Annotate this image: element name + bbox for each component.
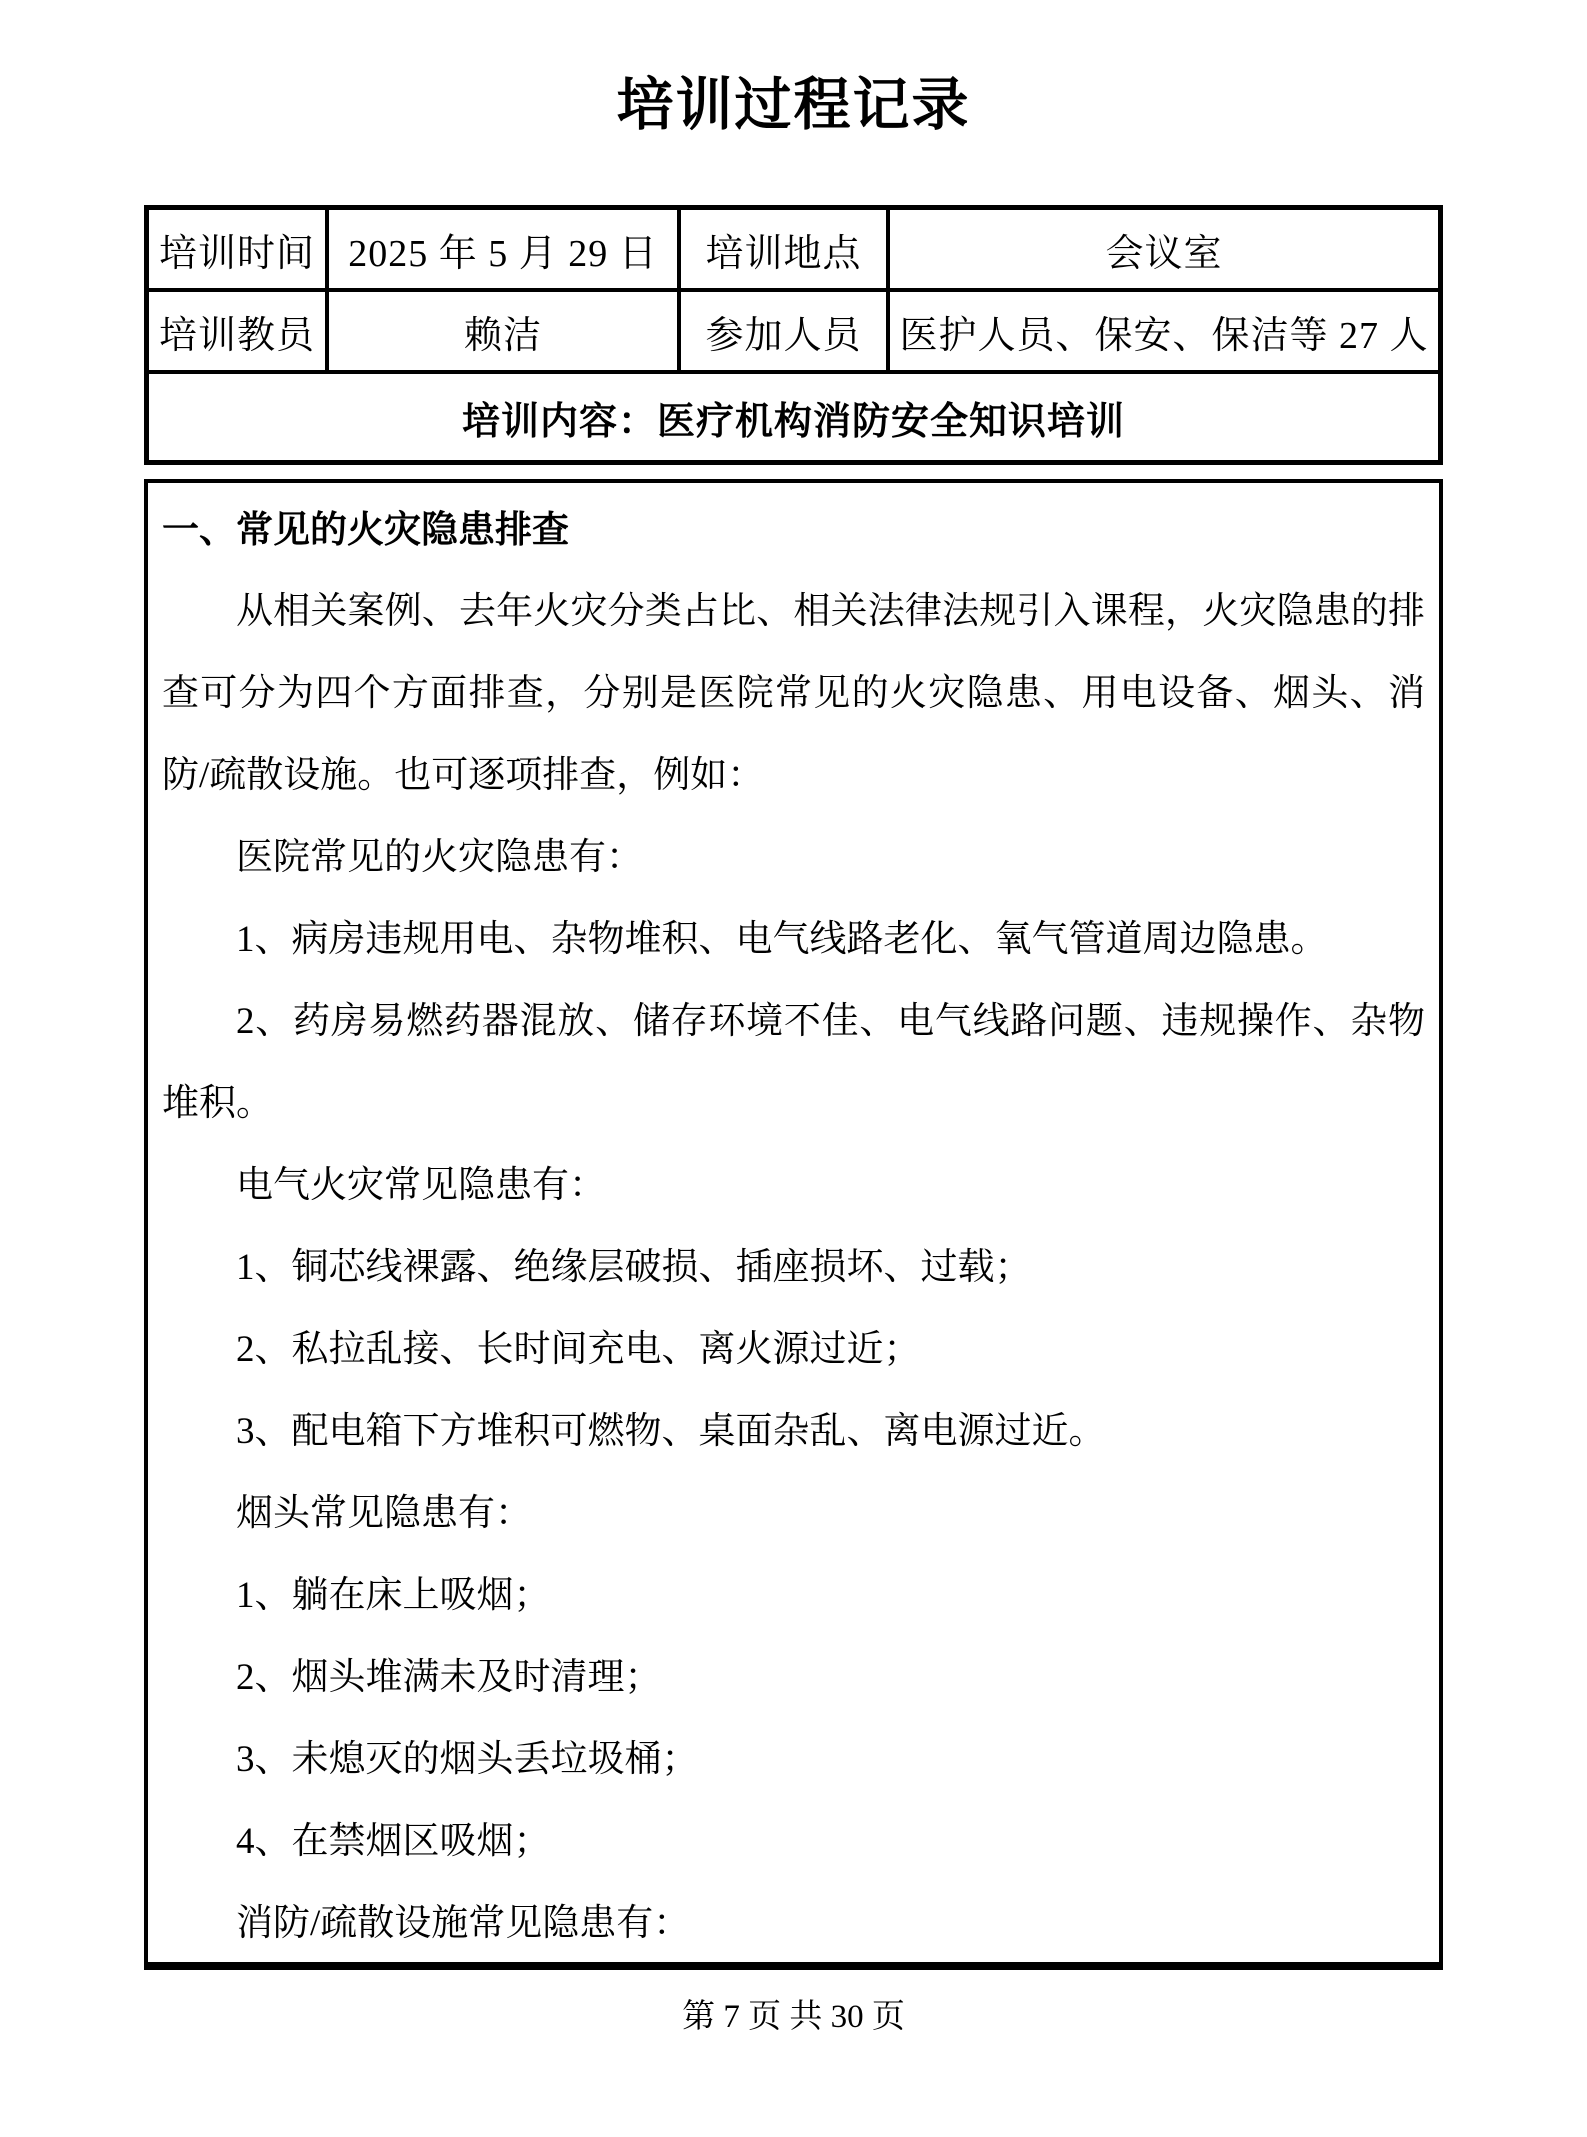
training-location-value: 会议室 [890,210,1438,292]
training-instructor-value: 赖洁 [329,292,681,374]
body-paragraph: 1、病房违规用电、杂物堆积、电气线路老化、氧气管道周边隐患。 [236,919,1328,960]
training-record-table [144,205,1443,465]
participants-value: 医护人员、保安、保洁等 27 人 [890,292,1438,374]
training-content-cell: 培训内容：医疗机构消防安全知识培训 [461,400,1125,443]
participants-label: 参加人员 [681,292,890,374]
body-paragraph: 医院常见的火灾隐患有： [236,837,643,878]
body-paragraph: 3、配电箱下方堆积可燃物、桌面杂乱、离电源过近。 [236,1411,1106,1452]
section-heading: 一、常见的火灾隐患排查 [162,509,569,550]
body-paragraph: 2、药房易燃药器混放、储存环境不佳、电气线路问题、违规操作、杂物堆积。 [162,1001,1425,1124]
body-paragraph: 2、烟头堆满未及时清理； [236,1657,662,1698]
body-paragraph: 3、未熄灭的烟头丢垃圾桶； [236,1739,699,1780]
body-paragraphs [162,571,1425,1965]
training-time-label: 培训时间 [149,210,329,292]
page-footer: 第 7 页 共 30 页 [682,1999,905,2035]
body-paragraph: 烟头常见隐患有： [236,1493,532,1534]
body-paragraph: 从相关案例、去年火灾分类占比、相关法律法规引入课程，火灾隐患的排查可分为四个方面排查，分别是医院常见的火灾隐患、用电设备、烟头、消防/疏散设施。也可逐项排查，例如： [162,591,1425,796]
body-paragraph: 电气火灾常见隐患有： [236,1165,606,1206]
training-notes-section [144,479,1443,1970]
body-paragraph: 1、铜芯线裸露、绝缘层破损、插座损坏、过载； [236,1247,1032,1288]
training-instructor-label: 培训教员 [149,292,329,374]
body-paragraph: 4、在禁烟区吸烟； [236,1821,551,1862]
body-paragraph: 1、躺在床上吸烟； [236,1575,551,1616]
training-time-value: 2025 年 5 月 29 日 [329,210,681,292]
body-paragraph: 2、私拉乱接、长时间充电、离火源过近； [236,1329,921,1370]
page-title: 培训过程记录 [616,73,971,137]
training-location-label: 培训地点 [681,210,890,292]
body-paragraph: 消防/疏散设施常见隐患有： [236,1903,691,1944]
